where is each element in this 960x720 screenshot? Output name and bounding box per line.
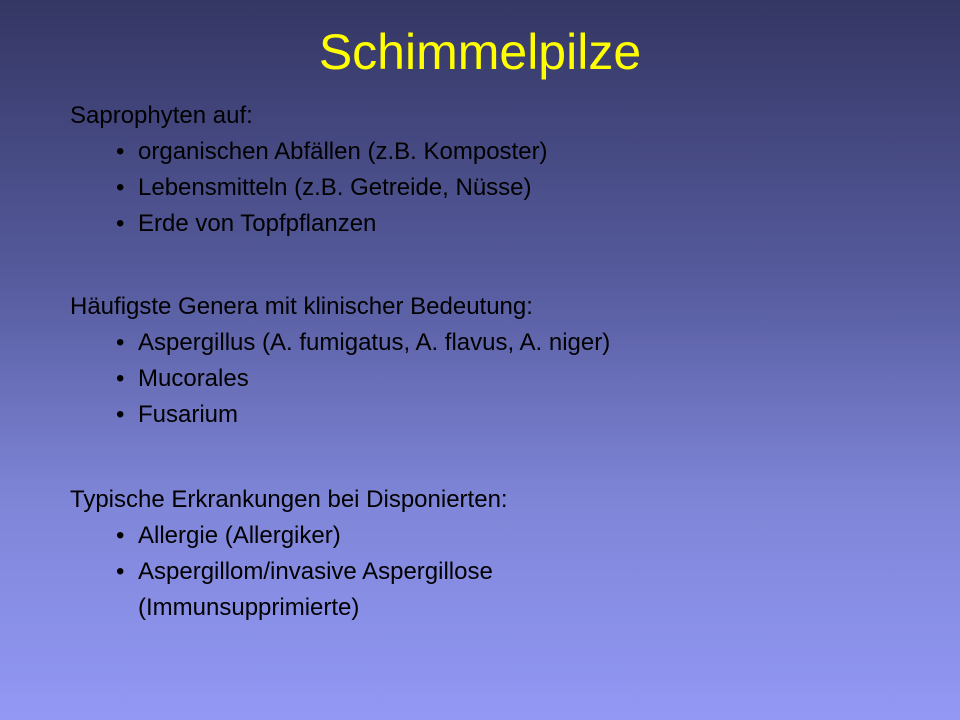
section-diseases — [70, 482, 930, 626]
list-item-text: Lebensmitteln (z.B. Getreide, Nüsse) — [138, 174, 532, 201]
list-item — [116, 361, 930, 397]
list-item — [116, 134, 930, 170]
list-item-text: Allergie (Allergiker) — [138, 522, 341, 549]
bullet-list — [70, 325, 930, 433]
list-item-text: organischen Abfällen (z.B. Komposter) — [138, 138, 548, 165]
list-item-continuation: (Immunsupprimierte) — [138, 594, 360, 621]
list-item-text: Aspergillom/invasive Aspergillose — [138, 558, 493, 585]
bullet-icon: • — [116, 329, 125, 356]
list-item — [116, 554, 930, 626]
section-heading: Häufigste Genera mit klinischer Bedeutung: — [70, 293, 533, 320]
list-item-text: Mucorales — [138, 365, 249, 392]
list-item — [116, 206, 930, 242]
bullet-icon: • — [116, 365, 125, 392]
list-item — [116, 518, 930, 554]
list-item — [116, 325, 930, 361]
bullet-icon: • — [116, 401, 125, 428]
bullet-icon: • — [116, 174, 125, 201]
list-item — [116, 170, 930, 206]
section-heading: Saprophyten auf: — [70, 102, 253, 129]
bullet-icon: • — [116, 522, 125, 549]
section-genera — [70, 289, 930, 433]
list-item — [116, 397, 930, 433]
bullet-icon: • — [116, 210, 125, 237]
bullet-list — [70, 518, 930, 626]
list-item-text: Erde von Topfpflanzen — [138, 210, 377, 237]
section-saprophytes — [70, 98, 930, 242]
list-item-text: Fusarium — [138, 401, 239, 428]
list-item-text: Aspergillus (A. fumigatus, A. flavus, A. niger) — [138, 329, 611, 356]
slide-title: Schimmelpilze — [318, 24, 642, 80]
bullet-icon: • — [116, 558, 125, 585]
bullet-list — [70, 134, 930, 242]
bullet-icon: • — [116, 138, 125, 165]
section-heading: Typische Erkrankungen bei Disponierten: — [70, 486, 508, 513]
